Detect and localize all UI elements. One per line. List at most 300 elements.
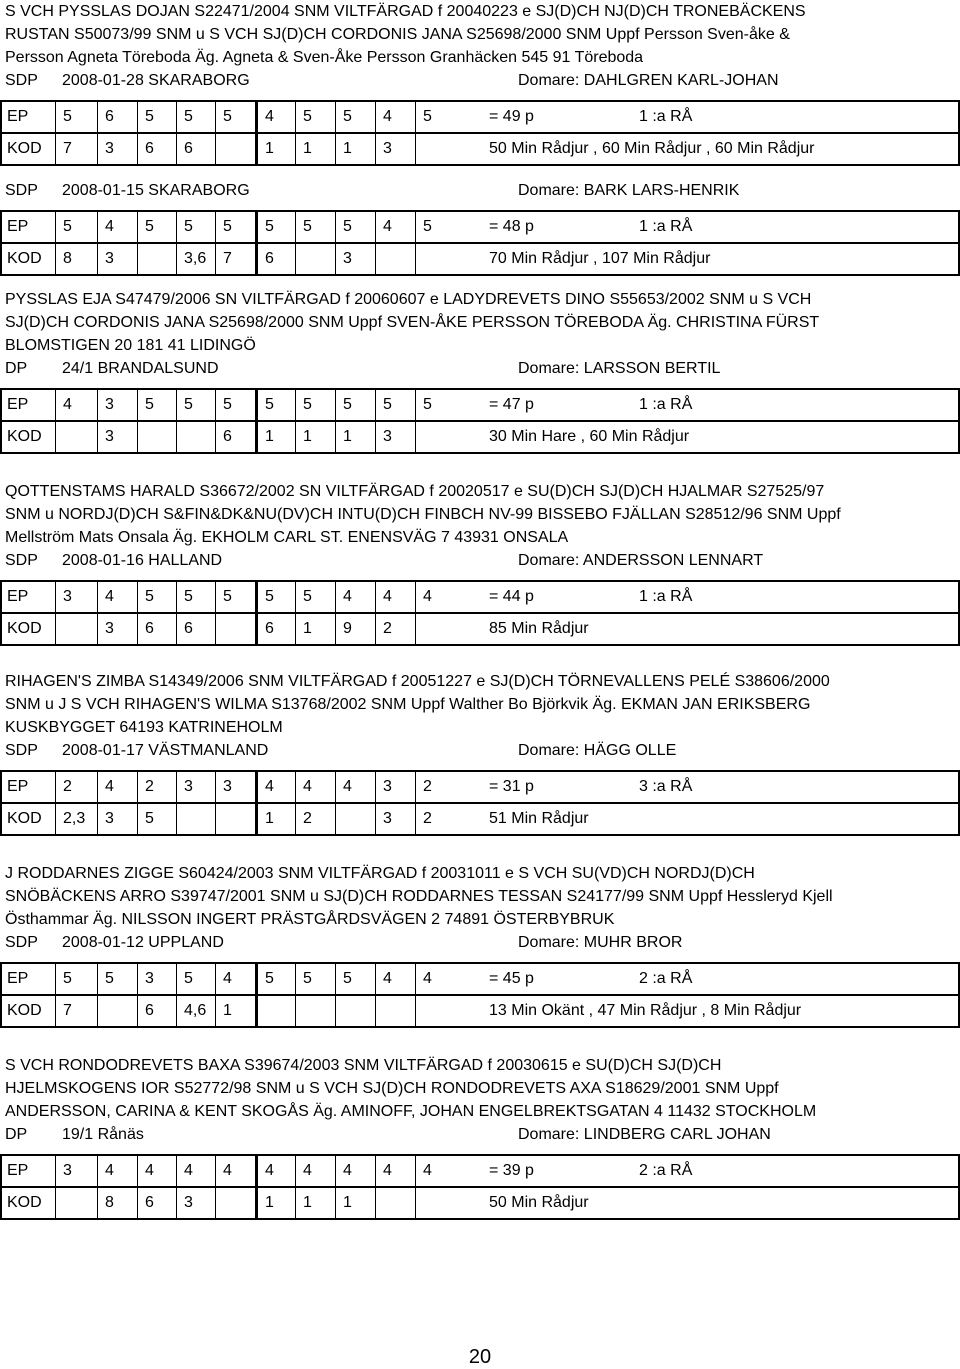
total-points: = 31 p <box>489 778 534 795</box>
score-value: 3 <box>343 250 352 267</box>
score-value: 1 <box>265 140 274 157</box>
score-cell <box>137 244 177 274</box>
score-value: 3 <box>184 778 193 795</box>
score-cell <box>137 1156 177 1186</box>
score-value: 5 <box>184 396 193 413</box>
score-value: 4 <box>265 108 274 125</box>
dog-info-line: J RODDARNES ZIGGE S60424/2003 SNM VILTFÄRGAD f 20031011 e S VCH SU(VD)CH NORDJ(D)CH <box>5 865 755 882</box>
score-cell <box>415 390 456 420</box>
table-spacer <box>0 954 960 962</box>
score-value: 3 <box>145 970 154 987</box>
dog-entry <box>0 1054 960 1218</box>
score-value: 4 <box>343 778 352 795</box>
test-date-place: 24/1 BRANDALSUND <box>62 360 219 377</box>
table-spacer <box>0 572 960 580</box>
score-cell <box>97 134 138 164</box>
score-cell <box>176 134 216 164</box>
dog-info-line: SJ(D)CH CORDONIS JANA S25698/2000 SNM Uppf SVEN-ÅKE PERSSON TÖREBODA Äg. CHRISTINA FÜRST <box>5 314 820 331</box>
score-value: 1 <box>343 428 352 445</box>
score-table <box>0 100 960 164</box>
score-cell <box>415 134 456 164</box>
score-cell <box>335 102 376 132</box>
score-cell <box>255 582 298 612</box>
prize-place: 1 :a RÅ <box>639 396 693 413</box>
judge-name: Domare: BARK LARS-HENRIK <box>518 182 740 199</box>
score-value: 2 <box>303 810 312 827</box>
score-cell <box>415 964 456 994</box>
score-value: 4 <box>223 970 232 987</box>
score-value: 4 <box>223 1162 232 1179</box>
dog-info-line: S VCH PYSSLAS DOJAN S22471/2004 SNM VILTFÄRGAD f 20040223 e SJ(D)CH NJ(D)CH TRONEBÄCKENS <box>5 3 806 20</box>
test-type: SDP <box>5 934 38 951</box>
score-cell <box>55 102 98 132</box>
total-points: = 47 p <box>489 396 534 413</box>
score-cell <box>295 804 336 834</box>
find-times: 85 Min Rådjur <box>489 620 589 637</box>
score-cell <box>415 102 456 132</box>
score-value: 3 <box>63 588 72 605</box>
ep-row-label: EP <box>7 778 29 795</box>
kod-row <box>0 422 960 454</box>
score-cell <box>176 582 216 612</box>
score-cell <box>335 134 376 164</box>
score-value: 2 <box>145 778 154 795</box>
score-value: 5 <box>184 108 193 125</box>
score-value: 4 <box>343 1162 352 1179</box>
kod-row-label: KOD <box>7 1194 42 1211</box>
score-cell <box>215 390 256 420</box>
judge-name: Domare: LINDBERG CARL JOHAN <box>518 1126 771 1143</box>
score-cell <box>176 996 216 1026</box>
score-cell <box>97 964 138 994</box>
score-cell <box>335 1156 376 1186</box>
score-cell <box>215 244 256 274</box>
score-cell <box>215 134 256 164</box>
score-value: 5 <box>105 970 114 987</box>
test-type: DP <box>5 1126 28 1143</box>
score-value: 7 <box>63 1002 72 1019</box>
score-cell <box>176 244 216 274</box>
score-value: 5 <box>63 218 72 235</box>
test-info-line <box>0 549 960 572</box>
score-cell <box>295 244 336 274</box>
score-cell <box>335 996 376 1026</box>
score-value: 5 <box>343 970 352 987</box>
score-value: 5 <box>423 108 432 125</box>
score-cell <box>55 804 98 834</box>
score-cell <box>375 582 416 612</box>
score-cell <box>255 422 298 452</box>
find-times: 51 Min Rådjur <box>489 810 589 827</box>
score-value: 4 <box>303 778 312 795</box>
score-value: 4 <box>265 778 274 795</box>
score-cell <box>55 614 98 644</box>
score-value: 1 <box>265 428 274 445</box>
dog-info-line: HJELMSKOGENS IOR S52772/98 SNM u S VCH SJ(D)CH RONDODREVETS AXA S18629/2001 SNM Uppf <box>5 1080 779 1097</box>
ep-row-label: EP <box>7 218 29 235</box>
table-spacer <box>0 1146 960 1154</box>
total-points: = 48 p <box>489 218 534 235</box>
score-value: 4 <box>383 588 392 605</box>
score-cell <box>295 212 336 242</box>
score-cell <box>176 772 216 802</box>
score-value: 5 <box>303 396 312 413</box>
ep-row-label: EP <box>7 108 29 125</box>
score-cell <box>375 134 416 164</box>
score-value: 4 <box>423 588 432 605</box>
test-type: SDP <box>5 182 38 199</box>
dog-info-line: S VCH RONDODREVETS BAXA S39674/2003 SNM VILTFÄRGAD f 20030615 e SU(D)CH SJ(D)CH <box>5 1057 722 1074</box>
score-cell <box>215 582 256 612</box>
test-date-place: 2008-01-16 HALLAND <box>62 552 223 569</box>
score-value: 3 <box>105 810 114 827</box>
kod-row <box>0 996 960 1028</box>
score-value: 5 <box>383 396 392 413</box>
dog-entry <box>0 0 960 274</box>
score-cell <box>97 1188 138 1218</box>
score-cell <box>215 1188 256 1218</box>
score-value: 2 <box>383 620 392 637</box>
score-value: 4 <box>383 218 392 235</box>
score-cell <box>55 1156 98 1186</box>
score-cell <box>415 1188 456 1218</box>
score-cell <box>295 614 336 644</box>
judge-name: Domare: LARSSON BERTIL <box>518 360 721 377</box>
score-value: 7 <box>223 250 232 267</box>
dog-info-line: RIHAGEN'S ZIMBA S14349/2006 SNM VILTFÄRGAD f 20051227 e SJ(D)CH TÖRNEVALLENS PELÉ S38606/2000 <box>5 673 830 690</box>
score-cell <box>215 102 256 132</box>
score-cell <box>215 772 256 802</box>
test-info-line <box>0 1123 960 1146</box>
score-value: 4 <box>423 1162 432 1179</box>
score-cell <box>335 964 376 994</box>
ep-row <box>0 580 960 614</box>
score-cell <box>55 244 98 274</box>
score-value: 6 <box>184 620 193 637</box>
test-type: SDP <box>5 742 38 759</box>
score-cell <box>55 772 98 802</box>
score-table <box>0 210 960 274</box>
score-cell <box>295 582 336 612</box>
score-cell <box>415 614 456 644</box>
score-cell <box>375 390 416 420</box>
score-value: 3 <box>383 428 392 445</box>
score-value: 3 <box>383 810 392 827</box>
kod-row-label: KOD <box>7 1002 42 1019</box>
score-cell <box>415 772 456 802</box>
score-value: 4 <box>303 1162 312 1179</box>
find-times: 70 Min Rådjur , 107 Min Rådjur <box>489 250 711 267</box>
score-value: 6 <box>105 108 114 125</box>
score-value: 1 <box>265 810 274 827</box>
score-value: 4 <box>423 970 432 987</box>
score-cell <box>415 804 456 834</box>
score-value: 5 <box>265 970 274 987</box>
score-value: 3 <box>63 1162 72 1179</box>
score-value: 5 <box>265 396 274 413</box>
score-cell <box>176 102 216 132</box>
score-value: 4 <box>145 1162 154 1179</box>
score-cell <box>255 390 298 420</box>
score-cell <box>335 422 376 452</box>
score-value: 2 <box>423 810 432 827</box>
score-cell <box>415 212 456 242</box>
prize-place: 1 :a RÅ <box>639 218 693 235</box>
page-number: 20 <box>468 1346 492 1368</box>
find-times: 50 Min Rådjur <box>489 1194 589 1211</box>
score-cell <box>255 614 298 644</box>
test-info-line <box>0 179 960 202</box>
score-value: 3,6 <box>184 250 207 267</box>
score-value: 1 <box>303 620 312 637</box>
test-spacer <box>0 164 960 179</box>
ep-row <box>0 100 960 134</box>
find-times: 13 Min Okänt , 47 Min Rådjur , 8 Min Rådjur <box>489 1002 802 1019</box>
dog-entry <box>0 862 960 1026</box>
score-cell <box>97 212 138 242</box>
dog-info-line: BLOMSTIGEN 20 181 41 LIDINGÖ <box>5 337 256 354</box>
judge-name: Domare: ANDERSSON LENNART <box>518 552 764 569</box>
score-cell <box>375 1188 416 1218</box>
score-cell <box>137 1188 177 1218</box>
score-cell <box>137 772 177 802</box>
score-value: 2 <box>63 778 72 795</box>
score-value: 6 <box>223 428 232 445</box>
score-value: 5 <box>63 970 72 987</box>
ep-row-label: EP <box>7 1162 29 1179</box>
total-points: = 49 p <box>489 108 534 125</box>
score-cell <box>97 772 138 802</box>
score-cell <box>176 1156 216 1186</box>
judge-name: Domare: DAHLGREN KARL-JOHAN <box>518 72 779 89</box>
test-info-line <box>0 357 960 380</box>
score-cell <box>295 772 336 802</box>
score-cell <box>335 212 376 242</box>
score-cell <box>137 582 177 612</box>
score-cell <box>295 422 336 452</box>
dog-info-line: SNÖBÄCKENS ARRO S39747/2001 SNM u SJ(D)CH RODDARNES TESSAN S24177/99 SNM Uppf Hessleryd Kjell <box>5 888 833 905</box>
score-cell <box>215 212 256 242</box>
score-cell <box>176 804 216 834</box>
kod-row <box>0 244 960 276</box>
score-value: 6 <box>145 1002 154 1019</box>
score-cell <box>97 390 138 420</box>
score-value: 5 <box>343 108 352 125</box>
score-value: 6 <box>145 1194 154 1211</box>
score-cell <box>295 134 336 164</box>
score-value: 5 <box>184 588 193 605</box>
score-cell <box>215 1156 256 1186</box>
score-cell <box>415 422 456 452</box>
dog-info-line: QOTTENSTAMS HARALD S36672/2002 SN VILTFÄRGAD f 20020517 e SU(D)CH SJ(D)CH HJALMAR S27525/97 <box>5 483 825 500</box>
dog-info-line: Mellström Mats Onsala Äg. EKHOLM CARL ST. ENENSVÄG 7 43931 ONSALA <box>5 529 569 546</box>
score-value: 5 <box>223 218 232 235</box>
score-value: 7 <box>63 140 72 157</box>
dog-info-line: PYSSLAS EJA S47479/2006 SN VILTFÄRGAD f 20060607 e LADYDREVETS DINO S55653/2002 SNM u S VCH <box>5 291 812 308</box>
test-type: DP <box>5 360 28 377</box>
score-value: 5 <box>63 108 72 125</box>
score-value: 4 <box>383 970 392 987</box>
score-cell <box>176 964 216 994</box>
score-value: 3 <box>105 140 114 157</box>
score-value: 1 <box>303 428 312 445</box>
score-cell <box>215 614 256 644</box>
score-value: 3 <box>105 428 114 445</box>
score-cell <box>97 582 138 612</box>
score-cell <box>137 996 177 1026</box>
score-cell <box>137 134 177 164</box>
prize-place: 1 :a RÅ <box>639 108 693 125</box>
score-value: 2,3 <box>63 810 86 827</box>
prize-place: 3 :a RÅ <box>639 778 693 795</box>
dog-info-line: KUSKBYGGET 64193 KATRINEHOLM <box>5 719 283 736</box>
score-value: 5 <box>145 588 154 605</box>
score-cell <box>97 614 138 644</box>
score-cell <box>137 614 177 644</box>
score-cell <box>255 996 298 1026</box>
score-cell <box>335 614 376 644</box>
test-date-place: 2008-01-17 VÄSTMANLAND <box>62 742 269 759</box>
dog-entry <box>0 480 960 644</box>
score-value: 5 <box>265 588 274 605</box>
score-cell <box>255 1188 298 1218</box>
score-cell <box>415 582 456 612</box>
score-cell <box>335 804 376 834</box>
test-date-place: 2008-01-15 SKARABORG <box>62 182 250 199</box>
score-cell <box>335 244 376 274</box>
score-cell <box>55 212 98 242</box>
score-cell <box>176 1188 216 1218</box>
score-value: 4 <box>383 1162 392 1179</box>
score-cell <box>55 390 98 420</box>
score-value: 5 <box>423 396 432 413</box>
table-spacer <box>0 380 960 388</box>
test-info-line <box>0 69 960 92</box>
score-value: 4,6 <box>184 1002 207 1019</box>
score-cell <box>295 996 336 1026</box>
score-cell <box>375 102 416 132</box>
kod-row <box>0 1188 960 1220</box>
score-value: 8 <box>63 250 72 267</box>
score-cell <box>215 422 256 452</box>
score-cell <box>215 804 256 834</box>
score-cell <box>375 614 416 644</box>
score-value: 1 <box>343 140 352 157</box>
score-cell <box>335 390 376 420</box>
score-cell <box>375 422 416 452</box>
score-cell <box>55 1188 98 1218</box>
table-spacer <box>0 92 960 100</box>
score-cell <box>415 244 456 274</box>
score-value: 5 <box>184 970 193 987</box>
prize-place: 1 :a RÅ <box>639 588 693 605</box>
score-cell <box>295 102 336 132</box>
score-value: 3 <box>105 620 114 637</box>
test-type: SDP <box>5 72 38 89</box>
test-date-place: 2008-01-12 UPPLAND <box>62 934 224 951</box>
score-cell <box>415 1156 456 1186</box>
score-cell <box>137 804 177 834</box>
score-cell <box>295 964 336 994</box>
dog-info-line: Östhammar Äg. NILSSON INGERT PRÄSTGÅRDSVÄGEN 2 74891 ÖSTERBYBRUK <box>5 911 615 928</box>
score-value: 1 <box>303 1194 312 1211</box>
score-value: 5 <box>303 588 312 605</box>
score-value: 1 <box>265 1194 274 1211</box>
score-cell <box>255 102 298 132</box>
score-value: 4 <box>105 218 114 235</box>
kod-row-label: KOD <box>7 810 42 827</box>
kod-row-label: KOD <box>7 428 42 445</box>
dog-info-line: ANDERSSON, CARINA & KENT SKOGÅS Äg. AMINOFF, JOHAN ENGELBREKTSGATAN 4 11432 STOCKHOLM <box>5 1103 817 1120</box>
score-value: 4 <box>105 778 114 795</box>
judge-name: Domare: HÄGG OLLE <box>518 742 677 759</box>
score-value: 4 <box>105 1162 114 1179</box>
score-value: 3 <box>383 778 392 795</box>
dog-info-line: SNM u NORDJ(D)CH S&FIN&DK&NU(DV)CH INTU(D)CH FINBCH NV-99 BISSEBO FJÄLLAN S28512/96 SNM Uppf <box>5 506 841 523</box>
score-value: 1 <box>343 1194 352 1211</box>
score-value: 2 <box>423 778 432 795</box>
test-date-place: 2008-01-28 SKARABORG <box>62 72 250 89</box>
total-points: = 45 p <box>489 970 534 987</box>
score-value: 9 <box>343 620 352 637</box>
score-cell <box>55 422 98 452</box>
score-cell <box>255 772 298 802</box>
score-cell <box>176 390 216 420</box>
score-value: 5 <box>343 218 352 235</box>
ep-row <box>0 210 960 244</box>
score-value: 6 <box>184 140 193 157</box>
prize-place: 2 :a RÅ <box>639 970 693 987</box>
score-cell <box>137 212 177 242</box>
score-value: 1 <box>303 140 312 157</box>
score-value: 6 <box>265 620 274 637</box>
score-cell <box>295 1156 336 1186</box>
score-cell <box>55 996 98 1026</box>
score-cell <box>137 102 177 132</box>
score-value: 5 <box>303 218 312 235</box>
score-cell <box>295 390 336 420</box>
score-cell <box>335 582 376 612</box>
score-value: 1 <box>223 1002 232 1019</box>
score-cell <box>295 1188 336 1218</box>
score-cell <box>176 614 216 644</box>
score-value: 5 <box>223 108 232 125</box>
dog-info-line: Persson Agneta Töreboda Äg. Agneta & Sven-Åke Persson Granhäcken 545 91 Töreboda <box>5 49 644 66</box>
score-cell <box>255 244 298 274</box>
test-info-line <box>0 739 960 762</box>
kod-row <box>0 134 960 166</box>
score-value: 5 <box>303 108 312 125</box>
score-value: 5 <box>423 218 432 235</box>
score-value: 8 <box>105 1194 114 1211</box>
score-table <box>0 580 960 644</box>
score-cell <box>97 804 138 834</box>
kod-row-label: KOD <box>7 250 42 267</box>
score-cell <box>97 102 138 132</box>
score-value: 5 <box>343 396 352 413</box>
score-cell <box>375 244 416 274</box>
score-value: 5 <box>145 218 154 235</box>
score-cell <box>137 422 177 452</box>
score-value: 5 <box>145 810 154 827</box>
score-cell <box>335 772 376 802</box>
table-spacer <box>0 202 960 210</box>
ep-row <box>0 388 960 422</box>
score-value: 5 <box>223 396 232 413</box>
score-cell <box>375 772 416 802</box>
score-value: 3 <box>223 778 232 795</box>
score-cell <box>97 244 138 274</box>
